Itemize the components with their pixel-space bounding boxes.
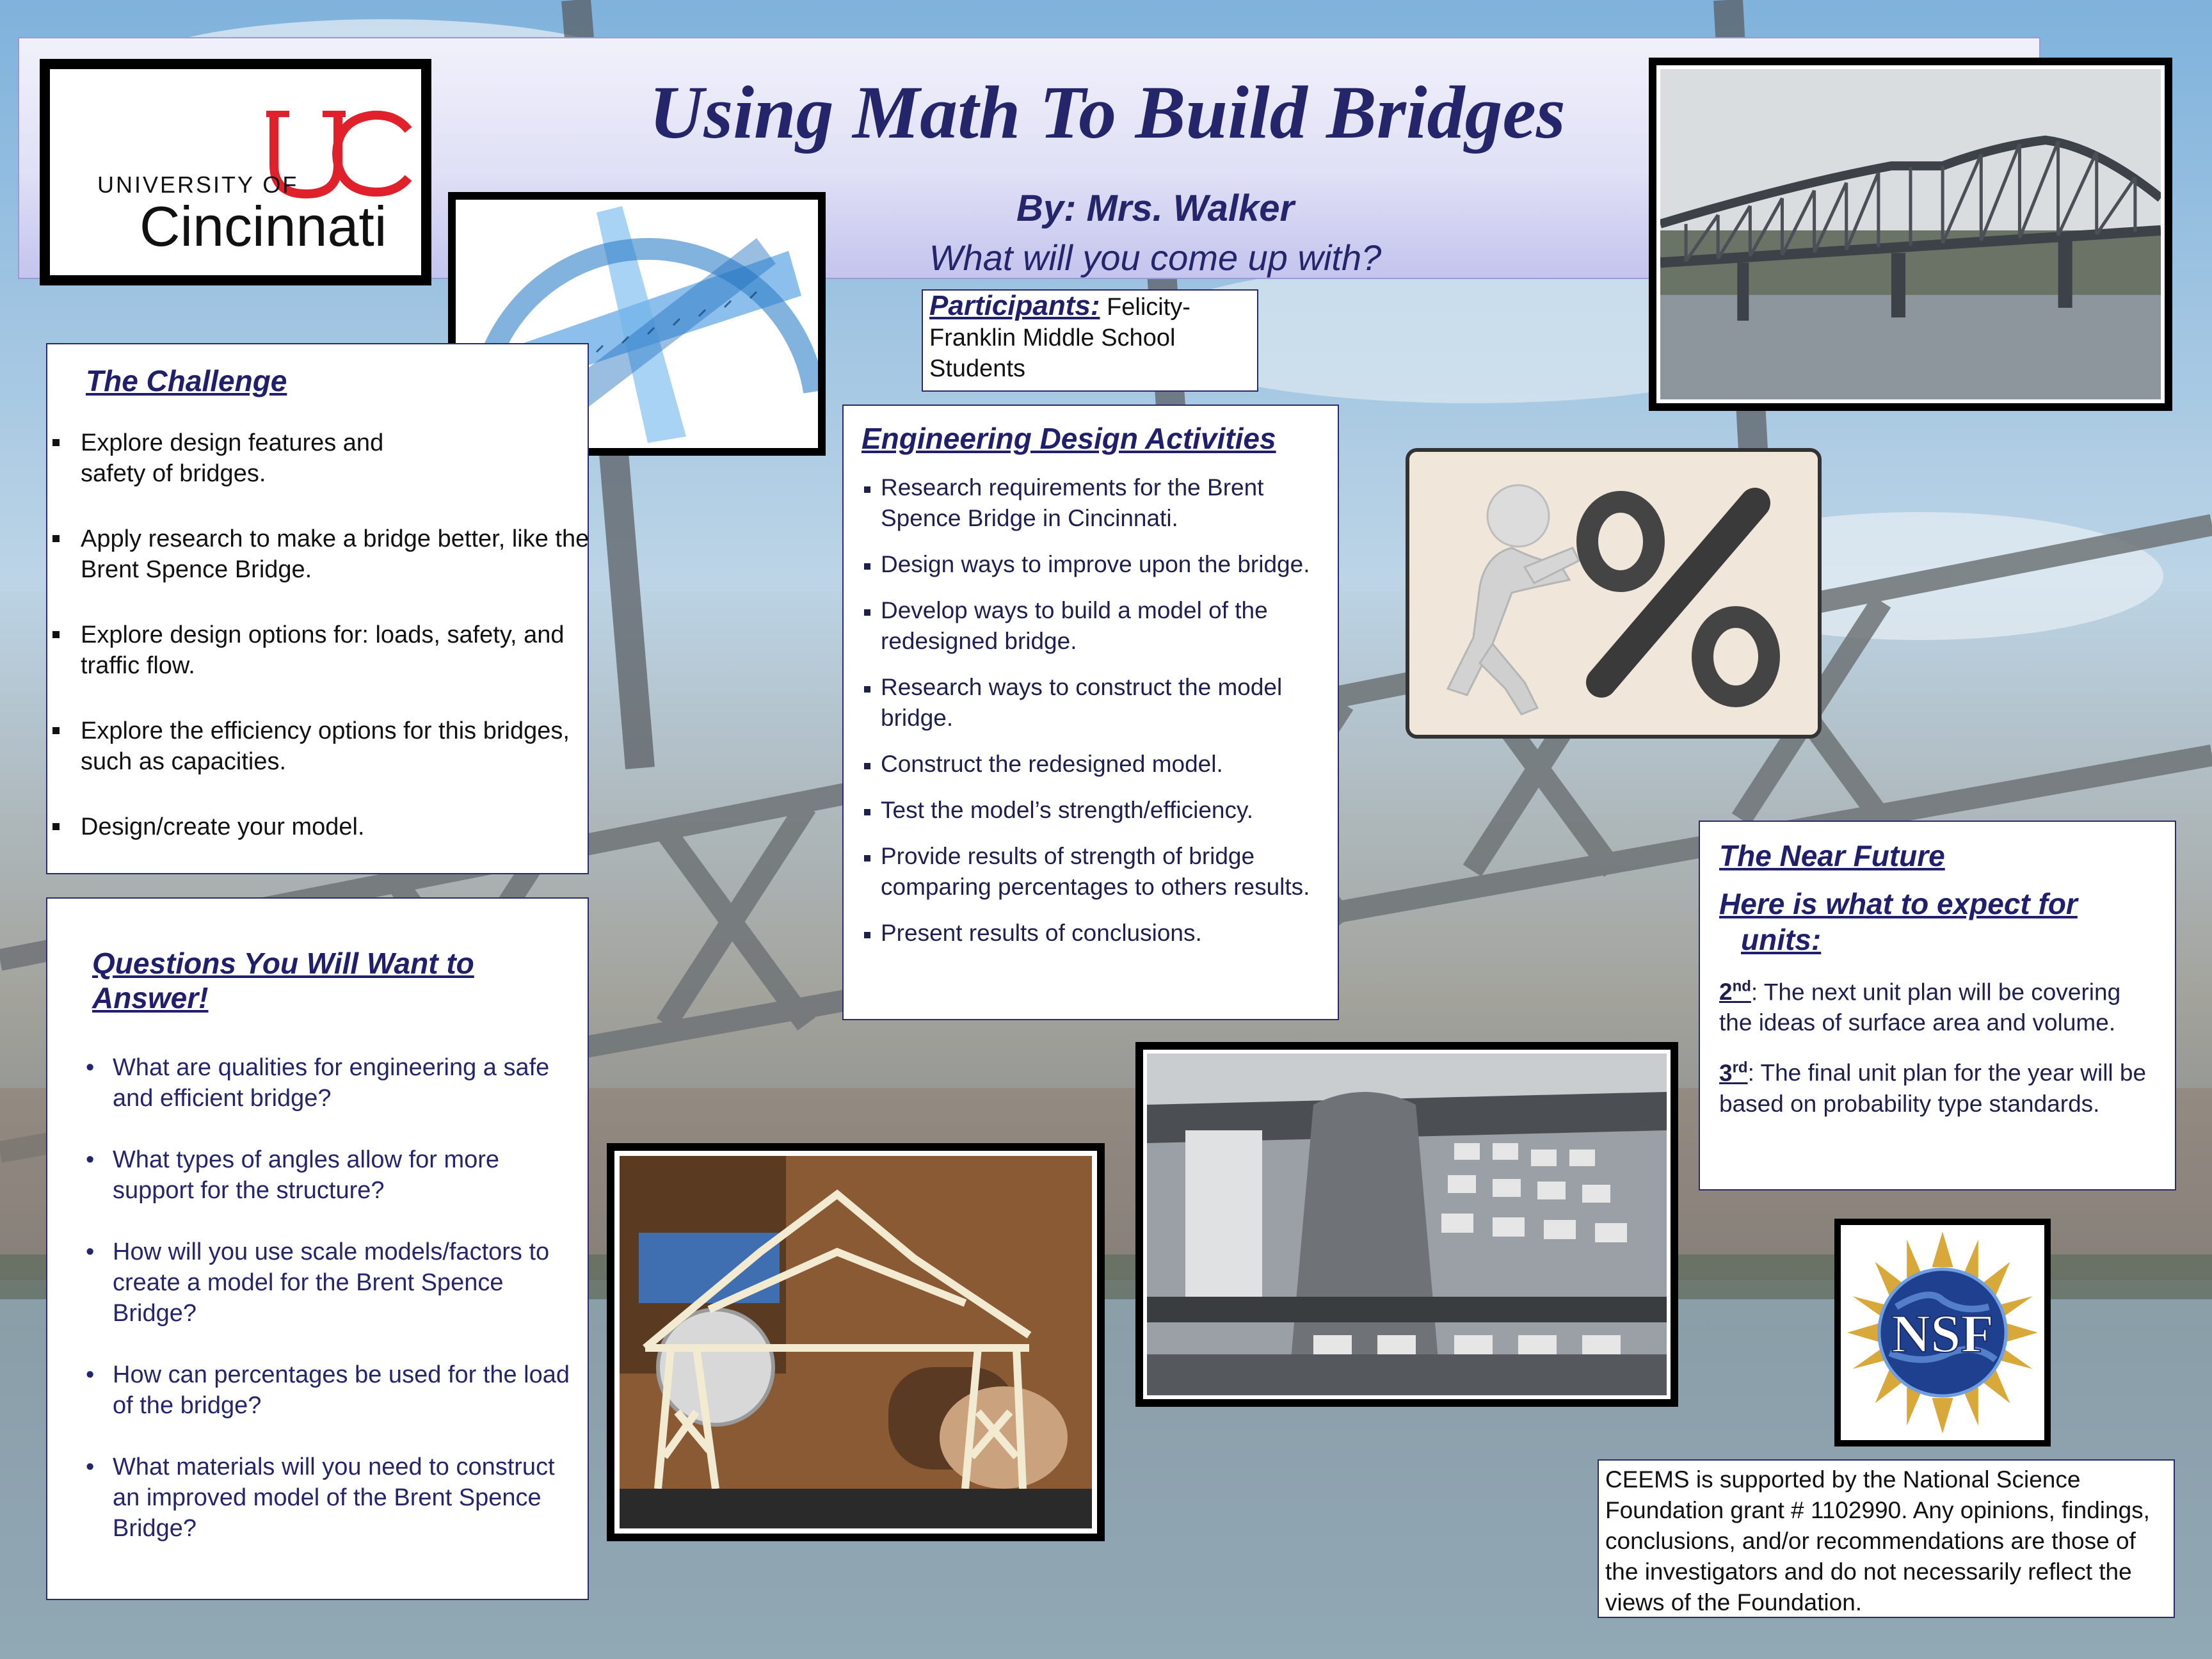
- unit-plan-text: : The final unit plan for the year will be based on probability type standards.: [1719, 1059, 2147, 1117]
- logo-university-of: UNIVERSITY OF: [97, 172, 299, 198]
- student-bridge-model-photo: [620, 1156, 1092, 1528]
- near-future-subheading: [1719, 886, 2158, 958]
- challenge-list: [47, 428, 598, 877]
- list-item: Test the model’s strength/efficiency.: [862, 795, 1338, 826]
- list-item: • What materials will you need to construct an improved model of the Brent Spence Bridge?: [83, 1452, 582, 1544]
- steel-truss-bridge-photo: [1660, 69, 2161, 399]
- near-future-panel: [1699, 821, 2176, 1190]
- list-item: Develop ways to build a model of the redesigned bridge.: [862, 595, 1338, 657]
- participants-label: Participants:: [929, 290, 1100, 321]
- questions-panel: [46, 897, 589, 1600]
- near-future-subheading-line2: units:: [1741, 923, 1822, 956]
- bridge-photo: [1649, 58, 2172, 411]
- percent-figure-image: [1406, 448, 1822, 739]
- list-item: Research requirements for the Brent Spence Bridge in Cincinnati.: [862, 472, 1338, 534]
- tagline: What will you come up with?: [929, 237, 1382, 278]
- questions-list: [83, 1052, 582, 1575]
- list-item: Design/create your model.: [47, 812, 598, 842]
- participants-text: Felicity-Franklin Middle School Students: [929, 294, 1190, 382]
- list-item: Design ways to improve upon the bridge.: [862, 549, 1338, 580]
- list-item: Apply research to make a bridge better, like the Brent Spence Bridge.: [47, 524, 598, 585]
- list-item: • How can percentages be used for the load of the bridge?: [83, 1359, 582, 1421]
- questions-heading: Questions You Will Want to Answer!: [92, 947, 474, 1014]
- list-item: Present results of conclusions.: [862, 918, 1338, 949]
- activities-panel: [842, 405, 1339, 1020]
- activities-list: [862, 472, 1338, 949]
- author-byline: By: Mrs. Walker: [1016, 188, 1295, 229]
- unit-plan-text: : The next unit plan will be covering the ideas of surface area and volume.: [1719, 979, 2121, 1036]
- unit-plan-item: [1719, 1052, 2158, 1119]
- nsf-support-note: CEEMS is supported by the National Science Foundation grant # 1102990. Any opinions, findings, conclusions, and/or recommendations are those of the investigators and do not necessarily reflect the views of the Foundation.: [1598, 1459, 2175, 1618]
- list-item: Explore the efficiency options for this bridges, such as capacities.: [47, 716, 598, 777]
- challenge-panel: [46, 343, 589, 874]
- list-item: Provide results of strength of bridge comparing percentages to others results.: [862, 841, 1338, 902]
- traffic-photo: [1135, 1042, 1678, 1407]
- list-item: Research ways to construct the model bridge.: [862, 672, 1338, 733]
- challenge-heading: The Challenge: [86, 364, 287, 397]
- list-item: • What are qualities for engineering a safe and efficient bridge?: [83, 1052, 582, 1114]
- bridge-model-photo: [607, 1143, 1105, 1541]
- unit-plan-item: [1719, 972, 2158, 1038]
- university-logo: [40, 59, 431, 285]
- person-pushing-percent-illustration: [1409, 452, 1818, 735]
- nsf-logo: [1834, 1219, 2051, 1447]
- list-item: • How will you use scale models/factors to create a model for the Brent Spence Bridge?: [83, 1237, 582, 1329]
- activities-heading: Engineering Design Activities: [862, 422, 1276, 455]
- near-future-heading: The Near Future: [1719, 839, 1945, 872]
- participants-box: [922, 289, 1258, 392]
- list-item: • What types of angles allow for more support for the structure?: [83, 1144, 582, 1206]
- ordinal-number: 2nd: [1719, 978, 1751, 1006]
- nsf-logo-text: NSF: [1891, 1304, 1994, 1364]
- near-future-subheading-line1: Here is what to expect for: [1719, 887, 2078, 920]
- list-item: Construct the redesigned model.: [862, 749, 1338, 780]
- logo-cincinnati: Cincinnati: [140, 195, 387, 258]
- list-item: Explore design options for: loads, safety, and traffic flow.: [47, 620, 598, 681]
- ordinal-number: 3rd: [1719, 1059, 1748, 1086]
- poster-title: Using Math To Build Bridges: [649, 70, 1566, 154]
- nsf-seal-icon: [1843, 1228, 2042, 1438]
- list-item: Explore design features and safety of bridges.: [47, 428, 598, 489]
- bridge-traffic-jam-photo: [1147, 1054, 1667, 1395]
